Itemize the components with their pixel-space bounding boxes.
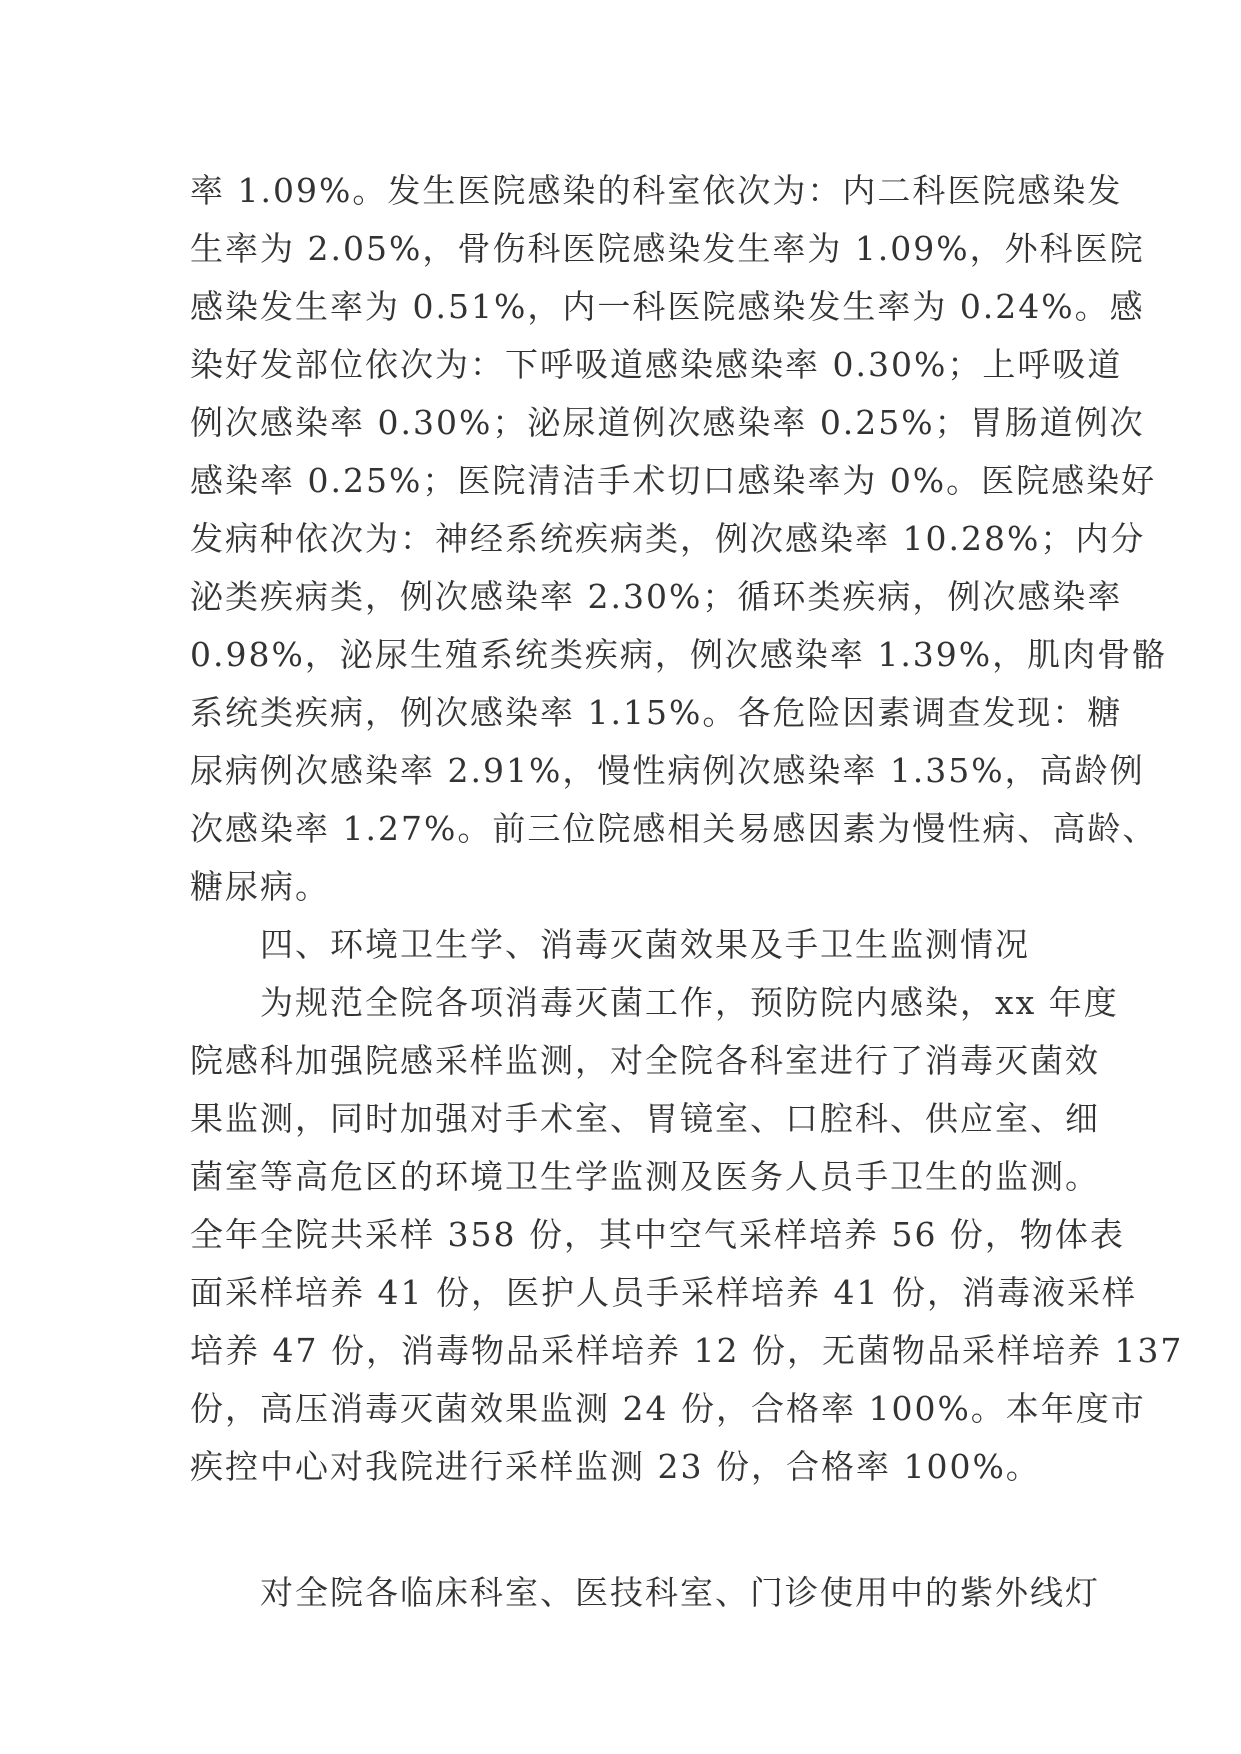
text-line: 菌室等高危区的环境卫生学监测及医务人员手卫生的监测。	[190, 1157, 1100, 1196]
text-line: 院感科加强院感采样监测，对全院各科室进行了消毒灭菌效	[190, 1041, 1100, 1080]
text-line: 糖尿病。	[190, 867, 330, 906]
text-line: 对全院各临床科室、医技科室、门诊使用中的紫外线灯	[190, 1573, 1100, 1612]
text-line: 果监测，同时加强对手术室、胃镜室、口腔科、供应室、细	[190, 1099, 1100, 1138]
text-line: 0.98%，泌尿生殖系统类疾病，例次感染率 1.39%，肌肉骨骼	[190, 635, 1168, 674]
text-line: 培养 47 份，消毒物品采样培养 12 份，无菌物品采样培养 137	[190, 1331, 1184, 1370]
text-line: 感染发生率为 0.51%，内一科医院感染发生率为 0.24%。感	[190, 287, 1145, 326]
text-line: 次感染率 1.27%。前三位院感相关易感因素为慢性病、高龄、	[190, 809, 1158, 848]
text-line: 感染率 0.25%；医院清洁手术切口感染率为 0%。医院感染好	[190, 461, 1157, 500]
text-line: 份，高压消毒灭菌效果监测 24 份，合格率 100%。本年度市	[190, 1389, 1146, 1428]
text-line: 率 1.09%。发生医院感染的科室依次为：内二科医院感染发	[190, 171, 1123, 210]
text-line: 染好发部位依次为：下呼吸道感染感染率 0.30%；上呼吸道	[190, 345, 1123, 384]
text-line: 泌类疾病类，例次感染率 2.30%；循环类疾病，例次感染率	[190, 577, 1123, 616]
section-heading: 四、环境卫生学、消毒灭菌效果及手卫生监测情况	[190, 925, 1030, 964]
text-line: 例次感染率 0.30%；泌尿道例次感染率 0.25%；胃肠道例次	[190, 403, 1145, 442]
paragraph-spacer	[190, 1496, 1070, 1564]
text-line: 疾控中心对我院进行采样监测 23 份，合格率 100%。	[190, 1447, 1041, 1486]
text-line: 发病种依次为：神经系统疾病类，例次感染率 10.28%；内分	[190, 519, 1146, 558]
text-line: 生率为 2.05%，骨伤科医院感染发生率为 1.09%，外科医院	[190, 229, 1145, 268]
text-line: 系统类疾病，例次感染率 1.15%。各危险因素调查发现：糖	[190, 693, 1123, 732]
document-body	[190, 162, 1184, 1622]
text-line: 为规范全院各项消毒灭菌工作，预防院内感染，xx 年度	[190, 983, 1119, 1022]
text-line: 面采样培养 41 份，医护人员手采样培养 41 份，消毒液采样	[190, 1273, 1137, 1312]
text-line: 尿病例次感染率 2.91%，慢性病例次感染率 1.35%，高龄例	[190, 751, 1145, 790]
text-line: 全年全院共采样 358 份，其中空气采样培养 56 份，物体表	[190, 1215, 1125, 1254]
